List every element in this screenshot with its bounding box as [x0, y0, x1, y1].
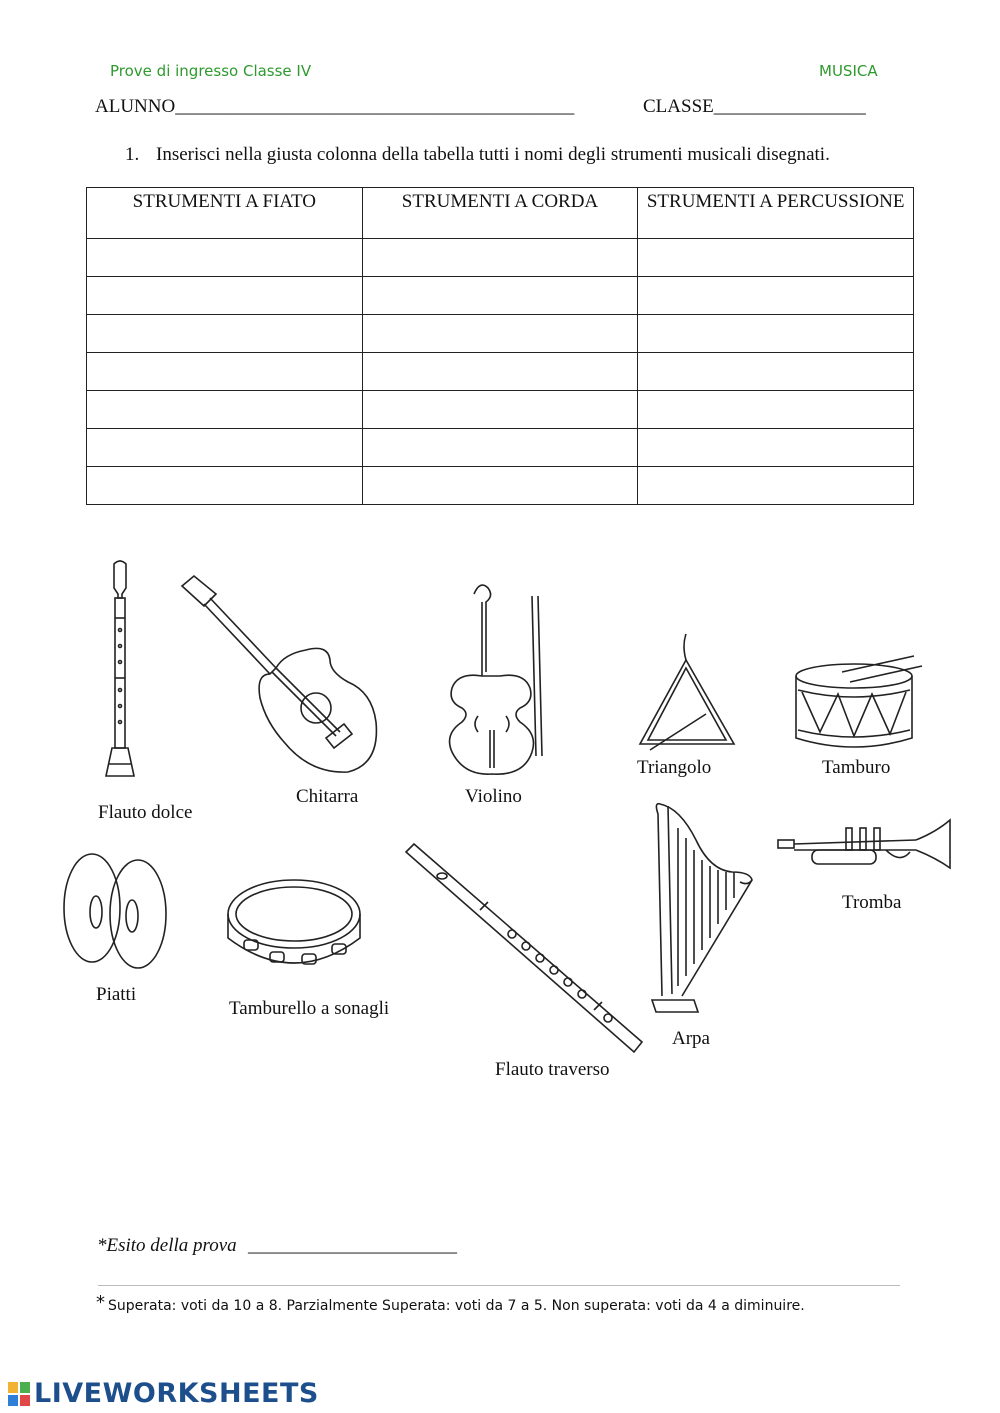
answer-input[interactable] — [638, 391, 913, 428]
student-name-field[interactable]: ALUNNO__________________________________________ — [95, 96, 575, 117]
trumpet-icon — [776, 816, 954, 876]
footer-divider — [98, 1285, 900, 1286]
footnote-text: Superata: voti da 10 a 8. Parzialmente Superata: voti da 7 a 5. Non superata: voti da 4 a diminuire. — [108, 1298, 805, 1314]
answer-input[interactable] — [363, 277, 638, 314]
answer-input[interactable] — [87, 315, 362, 352]
instruction-text: Inserisci nella giusta colonna della tabella tutti i nomi degli strumenti musicali disegnati. — [156, 144, 830, 165]
answer-input[interactable] — [363, 353, 638, 390]
label-tamburo: Tamburo — [822, 757, 891, 778]
table-cell — [362, 239, 638, 277]
label-flauto-traverso: Flauto traverso — [495, 1059, 610, 1080]
table-row — [87, 315, 914, 353]
answer-input[interactable] — [638, 315, 913, 352]
answer-input[interactable] — [638, 353, 913, 390]
table-cell — [362, 277, 638, 315]
table-cell — [638, 277, 914, 315]
table-cell — [87, 429, 363, 467]
harp-icon — [650, 800, 758, 1018]
guitar-icon — [180, 574, 382, 780]
answer-input[interactable] — [638, 239, 913, 276]
table-header-row — [87, 188, 914, 239]
answer-table — [86, 187, 914, 505]
result-field[interactable]: ______________________ — [248, 1235, 457, 1256]
answer-input[interactable] — [87, 467, 362, 504]
answer-input[interactable] — [638, 277, 913, 314]
answer-input[interactable] — [87, 429, 362, 466]
label-tromba: Tromba — [842, 892, 902, 913]
transverse-flute-icon — [404, 842, 644, 1056]
answer-input[interactable] — [363, 429, 638, 466]
answer-input[interactable] — [638, 429, 913, 466]
answer-input[interactable] — [363, 315, 638, 352]
answer-input[interactable] — [363, 391, 638, 428]
label-flauto-dolce: Flauto dolce — [98, 802, 193, 823]
result-label: *Esito della prova — [97, 1235, 237, 1256]
answer-input[interactable] — [87, 353, 362, 390]
table-row — [87, 429, 914, 467]
table-cell — [638, 239, 914, 277]
recorder-icon — [98, 558, 142, 790]
footnote-star: * — [96, 1292, 105, 1313]
label-triangolo: Triangolo — [637, 757, 712, 778]
table-cell — [87, 353, 363, 391]
label-violino: Violino — [465, 786, 522, 807]
table-cell — [638, 391, 914, 429]
table-cell — [87, 467, 363, 505]
header-title: Prove di ingresso Classe IV — [110, 62, 312, 80]
answer-input[interactable] — [87, 239, 362, 276]
table-row — [87, 353, 914, 391]
table-cell — [638, 315, 914, 353]
column-header-corda: STRUMENTI A CORDA — [362, 188, 638, 239]
violin-icon — [440, 580, 552, 776]
class-field[interactable]: CLASSE________________ — [643, 96, 866, 117]
table-cell — [362, 467, 638, 505]
table-row — [87, 277, 914, 315]
liveworksheets-logo-icon — [8, 1382, 32, 1408]
header-subject: MUSICA — [819, 62, 878, 80]
triangle-icon — [636, 632, 740, 752]
instruction-number: 1. — [125, 144, 140, 165]
drum-icon — [794, 652, 924, 752]
table-cell — [638, 467, 914, 505]
table-cell — [87, 391, 363, 429]
liveworksheets-brand[interactable]: LIVEWORKSHEETS — [34, 1378, 319, 1409]
table-row — [87, 239, 914, 277]
table-cell — [87, 315, 363, 353]
table-cell — [638, 353, 914, 391]
table-cell — [87, 277, 363, 315]
table-row — [87, 391, 914, 429]
column-header-percussione: STRUMENTI A PERCUSSIONE — [638, 188, 914, 239]
label-chitarra: Chitarra — [296, 786, 359, 807]
table-cell — [362, 391, 638, 429]
table-cell — [362, 315, 638, 353]
answer-input[interactable] — [363, 467, 638, 504]
label-arpa: Arpa — [672, 1028, 710, 1049]
label-tamburello: Tamburello a sonagli — [229, 998, 390, 1019]
answer-input[interactable] — [363, 239, 638, 276]
cymbals-icon — [62, 852, 168, 970]
answer-input[interactable] — [638, 467, 913, 504]
answer-input[interactable] — [87, 277, 362, 314]
label-piatti: Piatti — [96, 984, 137, 1005]
table-cell — [362, 353, 638, 391]
table-cell — [87, 239, 363, 277]
column-header-fiato: STRUMENTI A FIATO — [87, 188, 363, 239]
table-cell — [362, 429, 638, 467]
table-cell — [638, 429, 914, 467]
table-row — [87, 467, 914, 505]
answer-input[interactable] — [87, 391, 362, 428]
tambourine-icon — [222, 876, 364, 986]
